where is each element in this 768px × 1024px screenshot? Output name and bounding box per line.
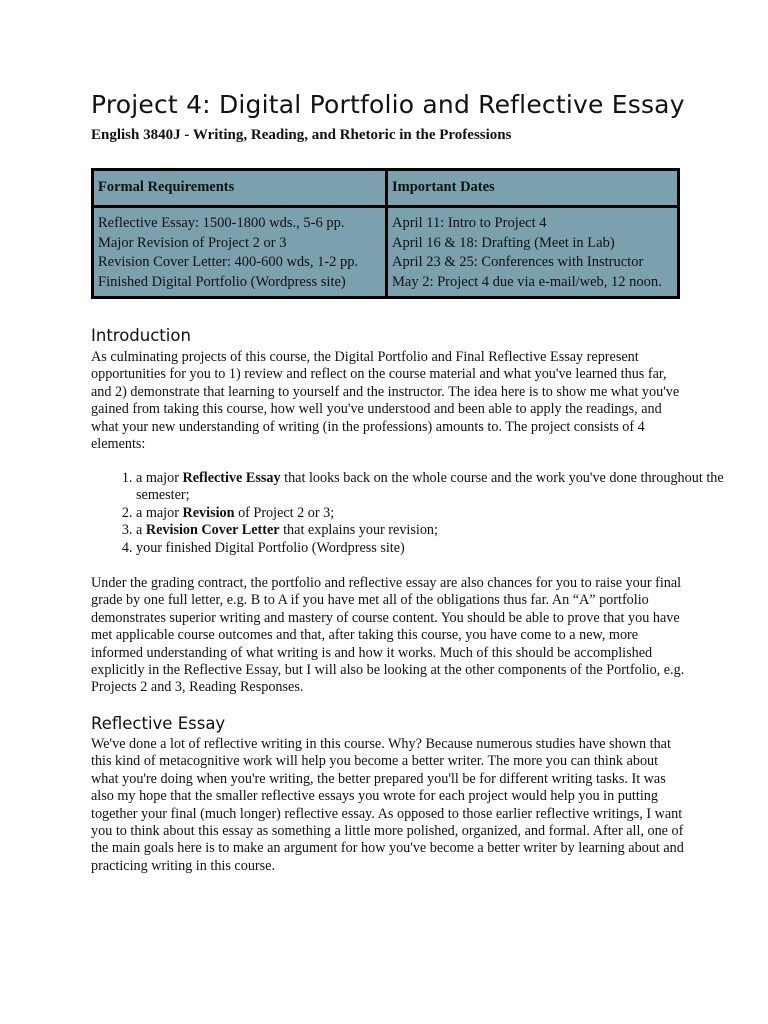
header-important-dates: Important Dates — [387, 170, 679, 207]
item-text: a major — [136, 470, 183, 486]
date-item: April 16 & 18: Drafting (Meet in Lab) — [392, 234, 615, 251]
requirements-table — [91, 168, 680, 299]
requirements-cell — [93, 207, 387, 298]
date-item: May 2: Project 4 due via e-mail/web, 12 noon. — [392, 273, 662, 290]
dates-cell — [387, 207, 679, 298]
table-body-row — [93, 207, 679, 298]
grading-paragraph: Under the grading contract, the portfolio and reflective essay are also chances for you to raise your final grade by one full letter, e.g. B to A if you have met all of the obligations thus far. An “A” portfolio demonstrates superior writing and mastery of course content. You should be able to prove that you have met applicable course outcomes and that, after taking this course, you have come to a new, more informed understanding of what writing is and how it works. Much of this should be accomplished explicitly in the Reflective Essay, but I will also be looking at the other components of the Portfolio, e.g. Projects 2 and 3, Reading Responses. — [91, 575, 685, 696]
item-text: a — [136, 522, 146, 539]
reflective-essay-heading: Reflective Essay — [91, 714, 226, 733]
date-item: April 11: Intro to Project 4 — [392, 215, 547, 231]
reflective-essay-paragraph: We've done a lot of reflective writing in this course. Why? Because numerous studies have shown that this kind of metacognitive work will help you become a better writer. The more you can think about what you're doing when you're writing, the better prepared you'll be for different writing tasks. It was also my hope that the smaller reflective essays you wrote for each project would help you in putting together your final (much longer) reflective essay. As opposed to those earlier reflective writings, I want you to think about this essay as something a little more polished, organized, and formal. After all, one of the main goals here is to make an argument for how you've become a better writer by learning about and practicing writing in this course. — [91, 736, 684, 874]
item-text: that explains your revision; — [279, 522, 438, 539]
list-item — [136, 540, 726, 557]
item-bold-text: Reflective Essay — [182, 470, 281, 486]
date-item: April 23 & 25: Conferences with Instructor — [392, 254, 644, 270]
item-text: your finished Digital Portfolio (Wordpress site) — [136, 539, 405, 556]
list-item — [136, 505, 726, 522]
item-text: of Project 2 or 3; — [234, 504, 335, 521]
item-bold-text: Revision — [182, 504, 235, 521]
requirement-item: Finished Digital Portfolio (Wordpress site) — [98, 273, 346, 290]
course-subtitle: English 3840J - Writing, Reading, and Rhetoric in the Professions — [91, 127, 512, 143]
list-item — [136, 470, 726, 505]
item-bold-text: Revision Cover Letter — [145, 522, 280, 539]
header-formal-requirements: Formal Requirements — [93, 170, 387, 207]
requirement-item: Revision Cover Letter: 400-600 wds, 1-2 pp. — [98, 254, 359, 270]
item-text: a major — [136, 504, 183, 521]
introduction-paragraph: As culminating projects of this course, the Digital Portfolio and Final Reflective Essay represent opportunities for you to 1) review and reflect on the course material and what you've learned thus far, and 2) demonstrate that learning to yourself and the instructor. The idea here is to show me what you've gained from taking this course, how well you've understood and been able to apply the readings, and what your new understanding of writing (in the professions) amounts to. The project consists of 4 elements: — [91, 349, 680, 453]
item-text: that looks back on the whole course and the work you've done throughout the semester; — [136, 470, 724, 504]
requirement-item: Reflective Essay: 1500-1800 wds., 5-6 pp. — [98, 215, 345, 231]
project-elements-list — [91, 470, 726, 557]
introduction-heading: Introduction — [91, 326, 191, 345]
requirement-item: Major Revision of Project 2 or 3 — [98, 234, 287, 251]
list-item — [136, 522, 726, 539]
table-header-row — [93, 170, 679, 207]
document-title: Project 4: Digital Portfolio and Reflective Essay — [91, 90, 685, 119]
